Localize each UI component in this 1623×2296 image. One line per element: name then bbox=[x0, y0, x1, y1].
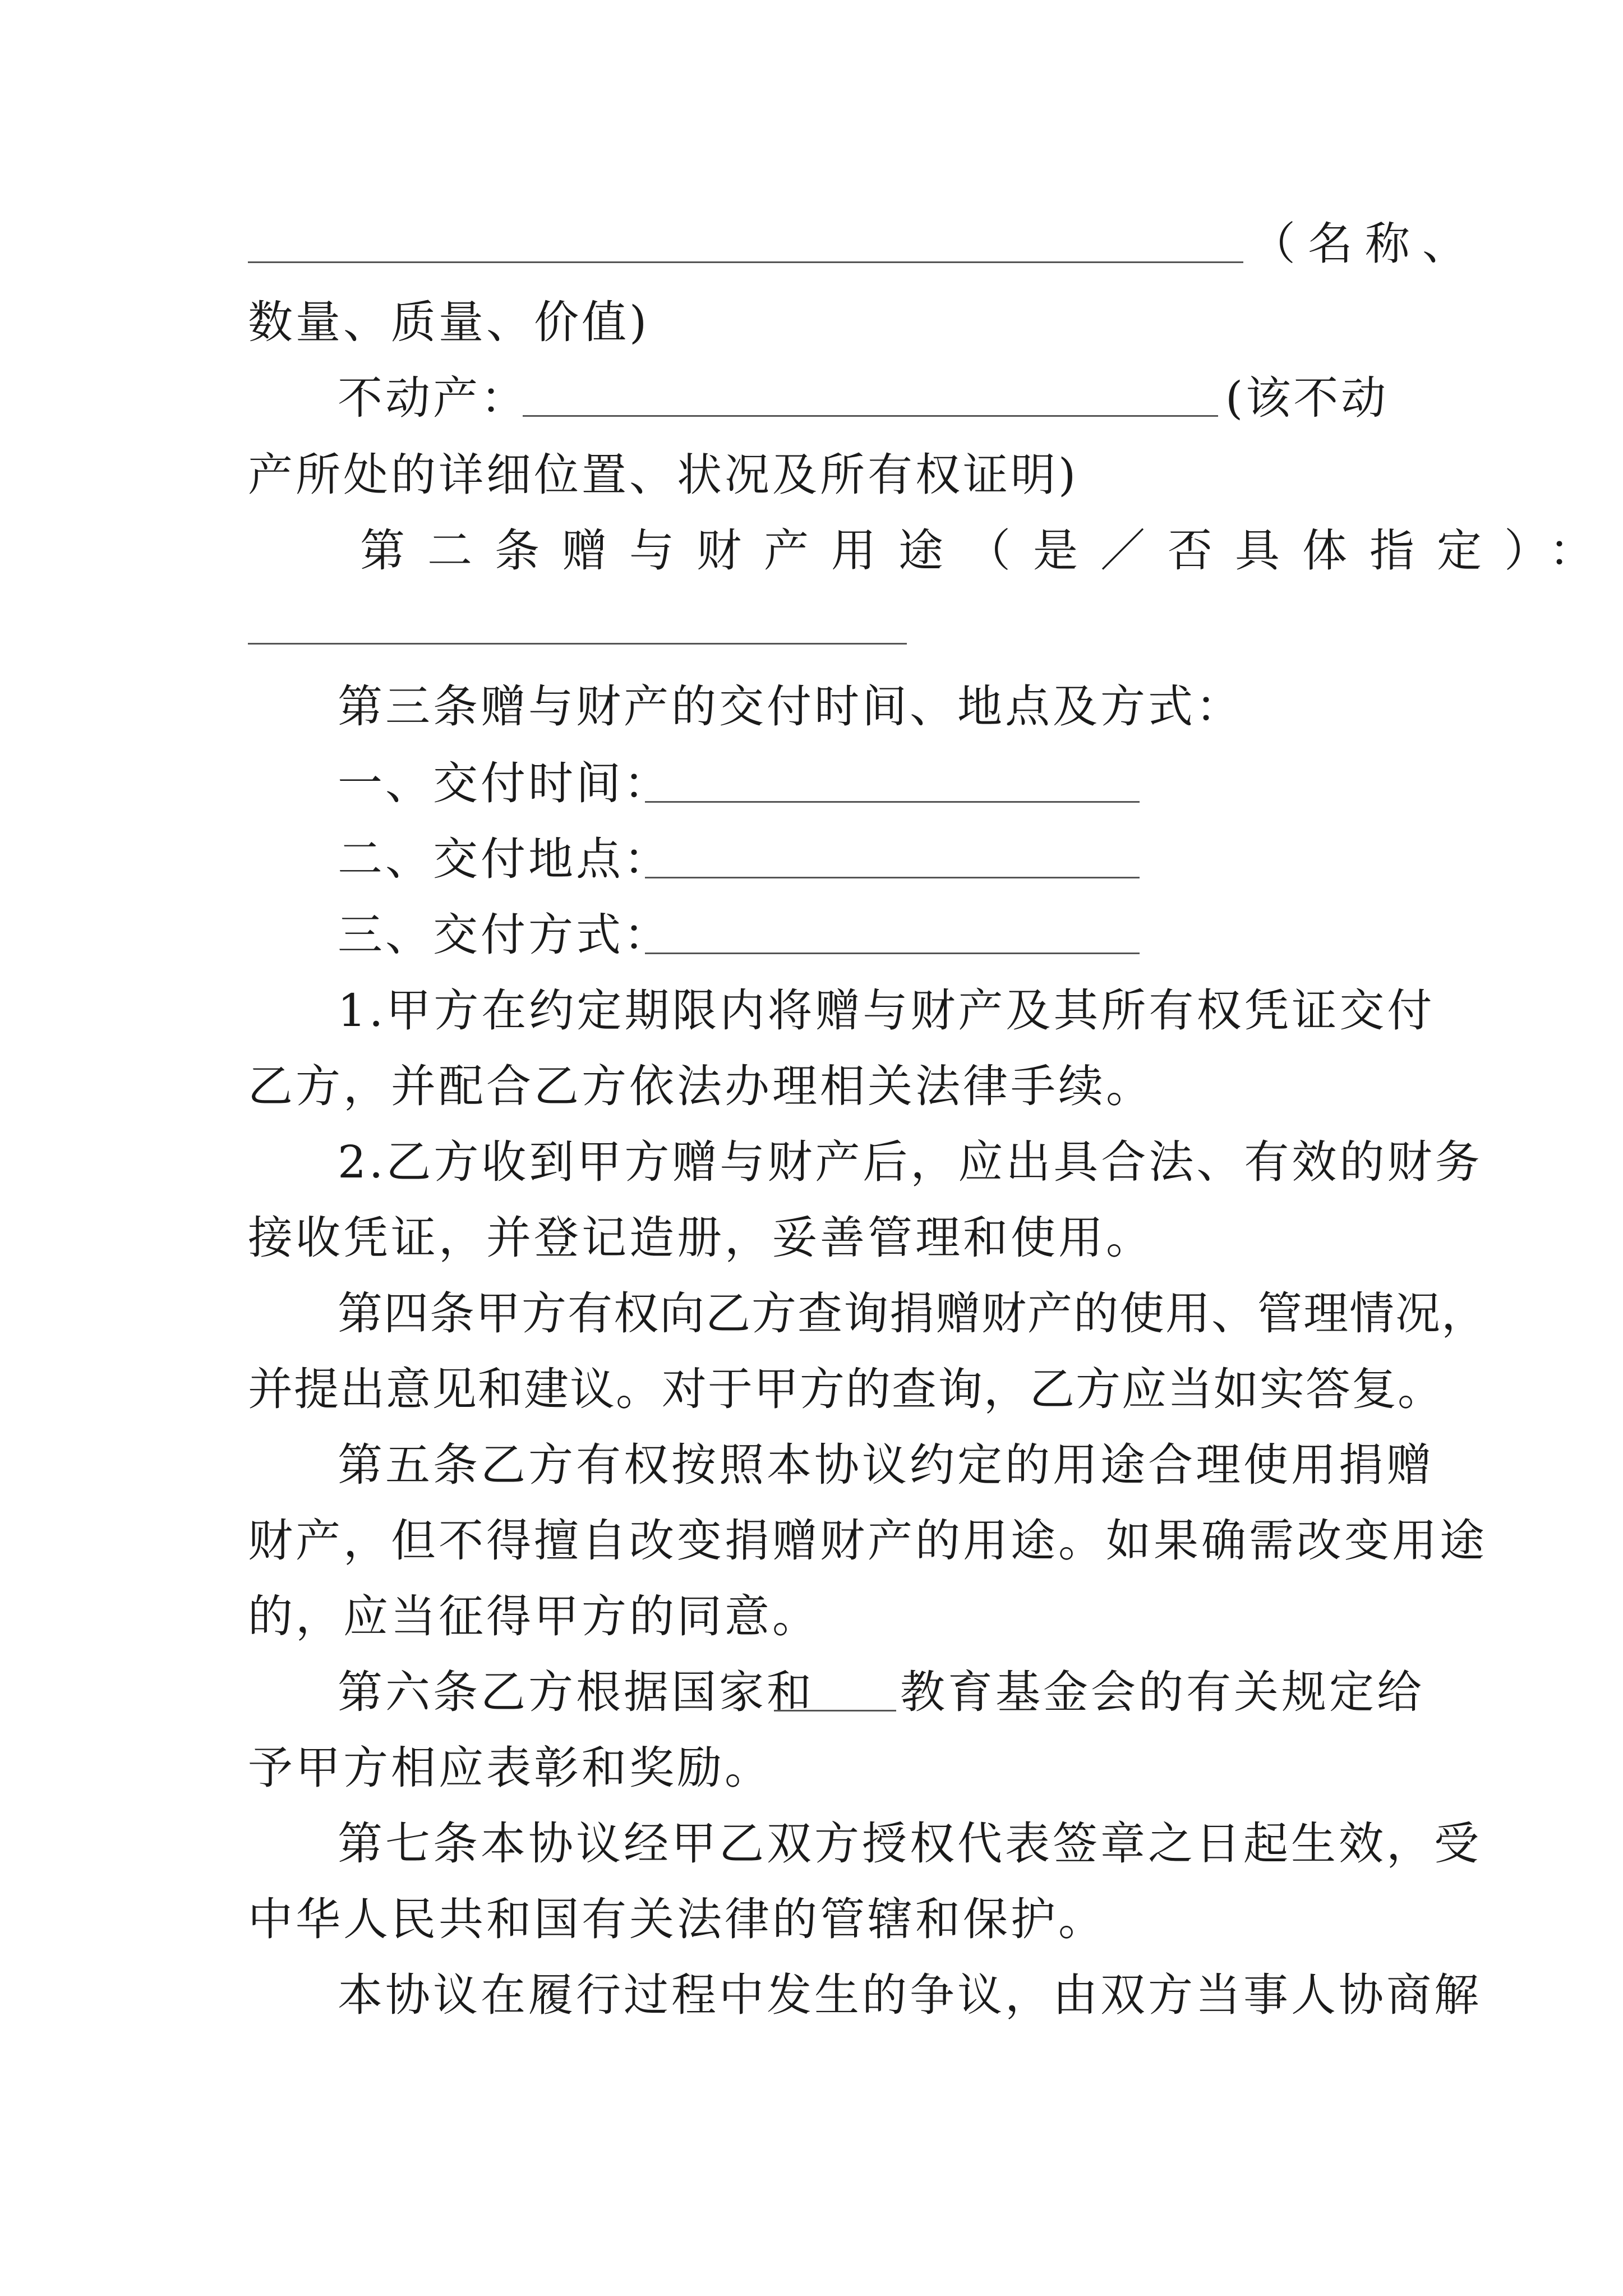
blank-delivery-time[interactable] bbox=[645, 801, 1140, 803]
blank-foundation-name[interactable] bbox=[774, 1710, 896, 1711]
line-23 bbox=[248, 1892, 1392, 1948]
line-22 bbox=[338, 1816, 1482, 1872]
article-6-suffix: 教育基金会的有关规定给 bbox=[900, 1666, 1424, 1718]
article-5-line-2: 财产，但不得擅自改变捐赠财产的用途。如果确需改变用途 bbox=[248, 1515, 1487, 1567]
line-10 bbox=[338, 907, 1392, 963]
article-7-line-1: 第七条本协议经甲乙双方授权代表签章之日起生效，受 bbox=[338, 1818, 1482, 1870]
article-5-line-1: 第五条乙方有权按照本协议约定的用途合理使用捐赠 bbox=[338, 1439, 1434, 1491]
line-13 bbox=[338, 1134, 1483, 1190]
dispute-clause-line-1: 本协议在履行过程中发生的争议，由双方当事人协商解 bbox=[338, 1969, 1482, 2021]
line-21 bbox=[248, 1740, 1392, 1796]
text-real-estate-detail: 产所处的详细位置、状况及所有权证明) bbox=[248, 449, 1079, 501]
line-15 bbox=[338, 1286, 1487, 1342]
line-9 bbox=[338, 831, 1392, 887]
line-5 bbox=[360, 523, 1616, 579]
blank-delivery-place[interactable] bbox=[645, 877, 1140, 878]
line-12 bbox=[248, 1059, 1392, 1115]
line-14 bbox=[248, 1210, 1392, 1266]
clause-2-line-2: 接收凭证，并登记造册，妥善管理和使用。 bbox=[248, 1212, 1154, 1264]
blank-delivery-method[interactable] bbox=[645, 953, 1140, 954]
article-2-heading: 第二条赠与财产用途（是／否具体指定）： bbox=[360, 524, 1616, 577]
line-20-suffix bbox=[900, 1664, 1424, 1720]
line-2 bbox=[248, 295, 1392, 351]
line-24 bbox=[338, 1967, 1482, 2023]
article-4-line-1: 第四条甲方有权向乙方查询捐赠财产的使用、管理情况， bbox=[338, 1287, 1487, 1340]
line-16 bbox=[248, 1361, 1444, 1418]
line-7 bbox=[338, 679, 1392, 735]
label-delivery-place: 二、交付地点： bbox=[338, 833, 671, 885]
clause-2-line-1: 2.乙方收到甲方赠与财产后，应出具合法、有效的财务 bbox=[338, 1136, 1483, 1188]
label-real-estate: 不动产： bbox=[338, 372, 528, 424]
article-6-line-2: 予甲方相应表彰和奖励。 bbox=[248, 1742, 772, 1794]
clause-1-line-1: 1.甲方在约定期限内将赠与财产及其所有权凭证交付 bbox=[338, 984, 1435, 1037]
clause-1-line-2: 乙方，并配合乙方依法办理相关法律手续。 bbox=[248, 1060, 1154, 1112]
text-quantity-note: 数量、质量、价值) bbox=[248, 296, 650, 348]
line-4 bbox=[248, 447, 1392, 503]
article-5-line-3: 的，应当征得甲方的同意。 bbox=[248, 1590, 820, 1642]
line-11 bbox=[338, 983, 1435, 1039]
article-7-line-2: 中华人民共和国有关法律的管辖和保护。 bbox=[248, 1893, 1106, 1945]
blank-real-estate[interactable] bbox=[523, 415, 1218, 417]
line-1-suffix bbox=[1251, 216, 1479, 272]
article-3-heading: 第三条赠与财产的交付时间、地点及方式： bbox=[338, 680, 1243, 733]
label-delivery-method: 三、交付方式： bbox=[338, 909, 671, 961]
blank-property-name[interactable] bbox=[248, 261, 1243, 263]
line-17 bbox=[338, 1437, 1434, 1493]
article-6-prefix: 第六条乙方根据国家和 bbox=[338, 1666, 814, 1718]
blank-usage[interactable] bbox=[248, 643, 907, 645]
line-19 bbox=[248, 1589, 1392, 1645]
text-name-note: （名称、 bbox=[1251, 218, 1479, 270]
line-3-suffix bbox=[1225, 370, 1405, 426]
text-real-estate-note: (该不动 bbox=[1225, 372, 1389, 424]
line-8 bbox=[338, 756, 1392, 812]
line-18 bbox=[248, 1513, 1487, 1569]
article-4-line-2: 并提出意见和建议。对于甲方的查询，乙方应当如实答复。 bbox=[248, 1363, 1444, 1415]
label-delivery-time: 一、交付时间： bbox=[338, 757, 671, 809]
